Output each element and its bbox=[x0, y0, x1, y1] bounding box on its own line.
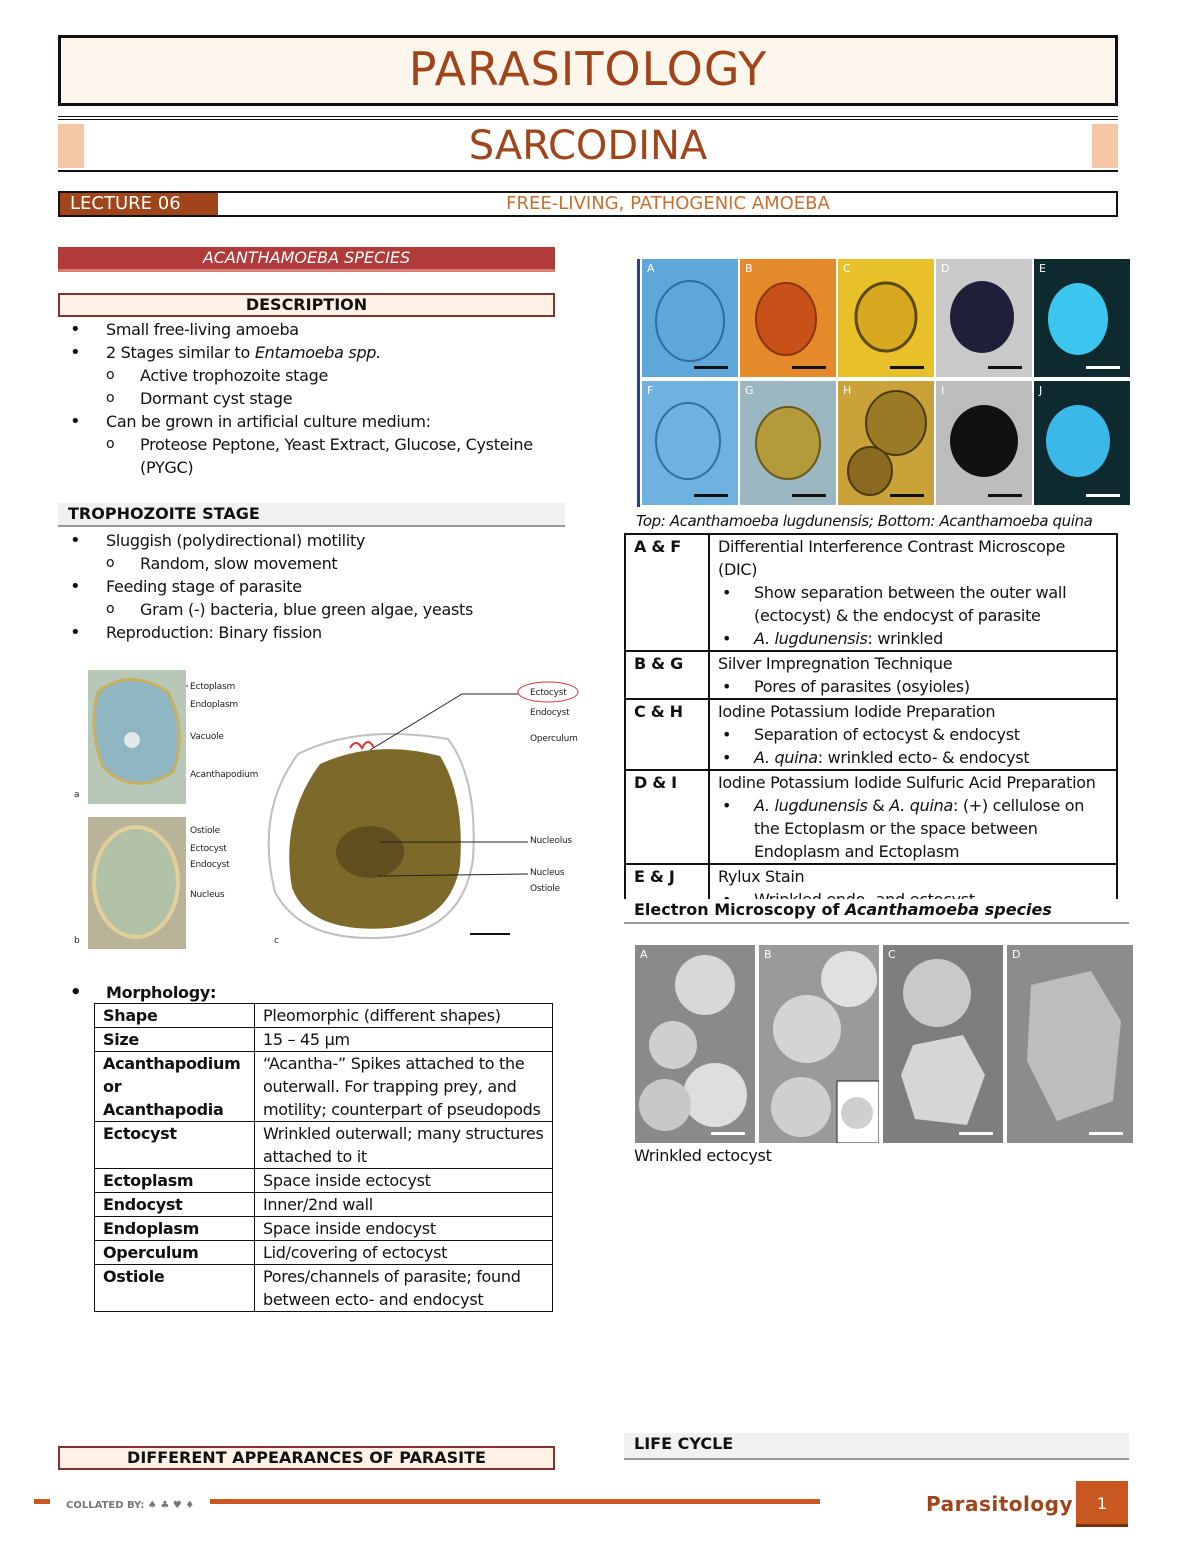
table-value bbox=[709, 534, 1117, 651]
table-key: Shape bbox=[95, 1004, 255, 1028]
ectocyst-pointer bbox=[370, 694, 462, 750]
subtitle-accent-left bbox=[58, 124, 84, 168]
table-key: Operculum bbox=[95, 1241, 255, 1265]
label-c-nucleus: Nucleus bbox=[530, 868, 565, 878]
stain-bullet-text: : wrinkled bbox=[867, 629, 943, 648]
cyst-cell bbox=[94, 827, 178, 937]
tile-label: C bbox=[888, 948, 896, 961]
label-c-operculum: Operculum bbox=[530, 734, 578, 744]
scale-bar bbox=[792, 366, 826, 369]
lecture-bar bbox=[58, 191, 1118, 217]
sub-list-item: o Random, slow movement bbox=[58, 552, 578, 575]
tile-image bbox=[1034, 259, 1130, 377]
page-number: 1 bbox=[1076, 1481, 1128, 1527]
table-row bbox=[95, 1052, 553, 1122]
table-key: Endocyst bbox=[95, 1193, 255, 1217]
sub-list-item: o Dormant cyst stage bbox=[58, 387, 558, 410]
tile-image bbox=[838, 381, 934, 505]
tile-label: A bbox=[647, 262, 655, 275]
species-name: A. quina bbox=[889, 796, 953, 815]
table-key: D & I bbox=[625, 770, 709, 864]
table-row bbox=[625, 770, 1117, 864]
em-tile bbox=[883, 945, 1003, 1143]
stain-title: Rylux Stain bbox=[718, 867, 805, 886]
tile-label: D bbox=[941, 262, 950, 275]
table-key: E & J bbox=[625, 864, 709, 912]
document-title: PARASITOLOGY bbox=[408, 42, 768, 96]
table-value: “Acantha-” Spikes attached to the outerwall. For trapping prey, and motility; counterpart of pseudopods bbox=[255, 1052, 553, 1122]
micro-tile bbox=[642, 259, 738, 377]
list-item: • Can be grown in artificial culture medium: bbox=[58, 410, 558, 433]
table-value bbox=[709, 699, 1117, 770]
footer-accent-line bbox=[34, 1499, 50, 1504]
label-c-endocyst: Endocyst bbox=[530, 708, 570, 718]
label-nucleus: Nucleus bbox=[190, 890, 225, 900]
table-key: Ostiole bbox=[95, 1265, 255, 1312]
tile-image bbox=[740, 259, 836, 377]
tile-label: C bbox=[843, 262, 851, 275]
sub-list-item: o Proteose Peptone, Yeast Extract, Glucose, Cysteine (PYGC) bbox=[58, 433, 558, 479]
figure-drawing bbox=[70, 662, 580, 952]
tile-label: F bbox=[647, 384, 654, 397]
subtitle-box bbox=[58, 116, 1118, 172]
trophozoite-cyst-figure bbox=[70, 662, 580, 952]
table-row bbox=[95, 1122, 553, 1169]
footer-subject: Parasitology bbox=[926, 1492, 1073, 1516]
document-subtitle: SARCODINA bbox=[468, 123, 708, 169]
tile-label: I bbox=[941, 384, 945, 397]
label-ectoplasm: Ectoplasm bbox=[190, 682, 236, 692]
em-tile bbox=[1007, 945, 1133, 1143]
morphology-table bbox=[94, 1003, 553, 1312]
label-endoplasm: Endoplasm bbox=[190, 700, 238, 710]
tile-image bbox=[936, 259, 1032, 377]
table-row bbox=[625, 651, 1117, 699]
table-row bbox=[95, 1241, 553, 1265]
stain-bullet-text: : wrinkled ecto- & endocyst bbox=[817, 748, 1030, 767]
stain-bullet: • Show separation between the outer wall (ectocyst) & the endocyst of parasite bbox=[718, 581, 1108, 627]
list-item-text: 2 Stages similar to bbox=[106, 343, 255, 362]
table-value: Pleomorphic (different shapes) bbox=[255, 1004, 553, 1028]
vacuole bbox=[124, 732, 140, 748]
list-item: • Small free-living amoeba bbox=[58, 318, 558, 341]
stain-title: Iodine Potassium Iodide Preparation bbox=[718, 702, 996, 721]
fig-label-b: b bbox=[74, 936, 80, 946]
sub-list-item: o Active trophozoite stage bbox=[58, 364, 558, 387]
em-heading bbox=[624, 899, 1129, 924]
tile-image bbox=[635, 945, 755, 1143]
micro-tile bbox=[642, 381, 738, 505]
tile-image bbox=[936, 381, 1032, 505]
micro-tile bbox=[838, 381, 934, 505]
trophozoite-list bbox=[58, 529, 578, 644]
table-row bbox=[95, 1169, 553, 1193]
scale-bar bbox=[711, 1132, 745, 1135]
trophozoite-heading: TROPHOZOITE STAGE bbox=[58, 503, 565, 527]
em-caption: Wrinkled ectocyst bbox=[634, 1146, 772, 1165]
footer-rule bbox=[210, 1499, 820, 1504]
scale-bar bbox=[694, 494, 728, 497]
tile-image bbox=[759, 945, 879, 1143]
stain-bullet bbox=[718, 794, 1108, 863]
table-value: Space inside endocyst bbox=[255, 1217, 553, 1241]
table-value: Lid/covering of ectocyst bbox=[255, 1241, 553, 1265]
operculum-mark bbox=[350, 742, 374, 748]
micro-tile bbox=[1034, 381, 1130, 505]
label-c-ostiole: Ostiole bbox=[530, 884, 560, 894]
footer-collated: COLLATED BY: ♠ ♣ ♥ ♦ bbox=[66, 1500, 195, 1511]
tile-label: H bbox=[843, 384, 852, 397]
stain-bullet-text: : (+) cellulose on the Ectoplasm or the space between Endoplasm and Ectoplasm bbox=[754, 796, 1085, 861]
tile-image bbox=[1034, 381, 1130, 505]
table-key: A & F bbox=[625, 534, 709, 651]
micro-caption: Top: Acanthamoeba lugdunensis; Bottom: Acanthamoeba quina bbox=[636, 512, 1093, 530]
species-name: Entamoeba spp. bbox=[254, 343, 381, 362]
tile-label: E bbox=[1039, 262, 1046, 275]
table-value: Inner/2nd wall bbox=[255, 1193, 553, 1217]
section-title: ACANTHAMOEBA SPECIES bbox=[58, 247, 555, 272]
scale-bar bbox=[1086, 494, 1120, 497]
stain-title: Differential Interference Contrast Microscope (DIC) bbox=[718, 537, 1066, 579]
table-key: Ectocyst bbox=[95, 1122, 255, 1169]
label-ectocyst: Ectocyst bbox=[190, 844, 227, 854]
table-key: Size bbox=[95, 1028, 255, 1052]
tile-image bbox=[838, 259, 934, 377]
scale-bar bbox=[988, 494, 1022, 497]
scale-bar bbox=[694, 366, 728, 369]
stain-bullet: • Separation of ectocyst & endocyst bbox=[718, 723, 1108, 746]
lecture-tag: LECTURE 06 bbox=[60, 193, 218, 215]
tile-label: G bbox=[745, 384, 754, 397]
nucleus bbox=[336, 826, 404, 878]
micro-tile bbox=[740, 259, 836, 377]
list-item: • Reproduction: Binary fission bbox=[58, 621, 578, 644]
stain-title: Silver Impregnation Technique bbox=[718, 654, 953, 673]
fig-label-a: a bbox=[74, 790, 80, 800]
morphology-label: • Morphology: bbox=[58, 981, 1200, 1004]
micro-tile bbox=[1034, 259, 1130, 377]
tile-image bbox=[883, 945, 1003, 1143]
scale-bar bbox=[890, 494, 924, 497]
species-name: A. quina bbox=[754, 748, 818, 767]
tile-label: D bbox=[1012, 948, 1021, 961]
em-grid bbox=[635, 945, 1133, 1143]
micro-tile bbox=[936, 259, 1032, 377]
subtitle-accent-right bbox=[1092, 124, 1118, 168]
table-row bbox=[625, 699, 1117, 770]
table-value bbox=[709, 770, 1117, 864]
species-name: A. lugdunensis bbox=[754, 796, 868, 815]
stain-title: Iodine Potassium Iodide Sulfuric Acid Preparation bbox=[718, 773, 1096, 792]
table-key: Endoplasm bbox=[95, 1217, 255, 1241]
life-cycle-heading: LIFE CYCLE bbox=[624, 1433, 1129, 1460]
label-c-nucleolus: Nucleolus bbox=[530, 836, 573, 846]
title-box bbox=[58, 35, 1118, 106]
label-vacuole: Vacuole bbox=[190, 732, 224, 742]
trophozoite-cell bbox=[94, 680, 179, 784]
table-row bbox=[95, 1028, 553, 1052]
scale-bar bbox=[959, 1132, 993, 1135]
table-value: Wrinkled outerwall; many structures attached to it bbox=[255, 1122, 553, 1169]
description-list bbox=[58, 318, 558, 479]
sub-list-item: o Gram (-) bacteria, blue green algae, yeasts bbox=[58, 598, 578, 621]
micro-tile bbox=[936, 381, 1032, 505]
table-row bbox=[95, 1265, 553, 1312]
description-heading: DESCRIPTION bbox=[58, 293, 555, 317]
stain-bullet-text: & bbox=[867, 796, 890, 815]
stain-table bbox=[624, 533, 1118, 913]
table-value bbox=[709, 651, 1117, 699]
stain-bullet bbox=[718, 746, 1108, 769]
scale-bar bbox=[792, 494, 826, 497]
em-heading-text: Electron Microscopy of bbox=[634, 900, 845, 919]
micro-tile bbox=[838, 259, 934, 377]
scale-bar bbox=[890, 366, 924, 369]
species-name: A. lugdunensis bbox=[754, 629, 868, 648]
em-tile bbox=[635, 945, 755, 1143]
lecture-topic: FREE-LIVING, PATHOGENIC AMOEBA bbox=[506, 193, 830, 214]
label-endocyst: Endocyst bbox=[190, 860, 230, 870]
table-key: C & H bbox=[625, 699, 709, 770]
fig-label-c: c bbox=[274, 936, 279, 946]
list-item bbox=[58, 341, 558, 364]
scale-bar bbox=[988, 366, 1022, 369]
tile-image bbox=[642, 381, 738, 505]
tile-label: A bbox=[640, 948, 648, 961]
table-key: Ectoplasm bbox=[95, 1169, 255, 1193]
tile-image bbox=[1007, 945, 1133, 1143]
species-name: Acanthamoeba species bbox=[845, 900, 1052, 919]
table-value: 15 – 45 µm bbox=[255, 1028, 553, 1052]
stain-bullet: • Pores of parasites (osyioles) bbox=[718, 675, 1108, 698]
table-row bbox=[95, 1193, 553, 1217]
tile-image bbox=[642, 259, 738, 377]
label-ostiole: Ostiole bbox=[190, 826, 220, 836]
label-c-ectocyst: Ectocyst bbox=[530, 688, 567, 698]
appearances-heading: DIFFERENT APPEARANCES OF PARASITE bbox=[58, 1446, 555, 1470]
tile-label: B bbox=[745, 262, 753, 275]
label-acanthapodium: Acanthapodium bbox=[190, 770, 259, 780]
stain-bullet bbox=[718, 627, 1108, 650]
microscopy-grid bbox=[637, 259, 1127, 507]
em-tile bbox=[759, 945, 879, 1143]
table-value: Space inside ectocyst bbox=[255, 1169, 553, 1193]
table-value: Pores/channels of parasite; found between ecto- and endocyst bbox=[255, 1265, 553, 1312]
scale-bar bbox=[1089, 1132, 1123, 1135]
micro-tile bbox=[740, 381, 836, 505]
tile-image bbox=[740, 381, 836, 505]
table-key: Acanthapodium or Acanthapodia bbox=[95, 1052, 255, 1122]
table-row bbox=[95, 1004, 553, 1028]
tile-label: J bbox=[1039, 384, 1043, 397]
table-key: B & G bbox=[625, 651, 709, 699]
list-item: • Feeding stage of parasite bbox=[58, 575, 578, 598]
tile-label: B bbox=[764, 948, 772, 961]
scale-bar bbox=[1086, 366, 1120, 369]
table-row bbox=[95, 1217, 553, 1241]
list-item: • Sluggish (polydirectional) motility bbox=[58, 529, 578, 552]
table-row bbox=[625, 534, 1117, 651]
